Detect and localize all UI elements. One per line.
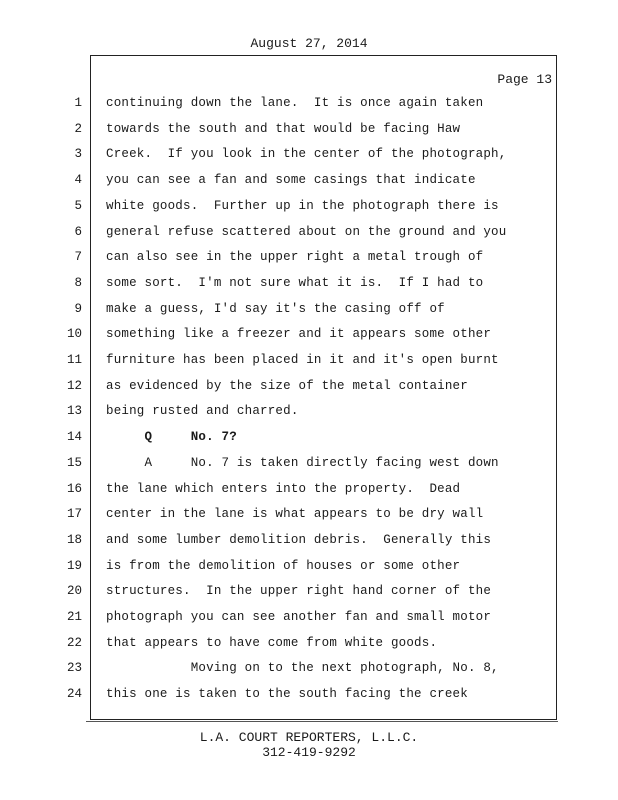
line-text: towards the south and that would be facing Haw (106, 122, 461, 136)
footer-company: L.A. COURT REPORTERS, L.L.C. (199, 730, 419, 745)
line-text: this one is taken to the south facing the creek (106, 687, 468, 701)
line-number: 14 (66, 430, 82, 444)
line-number: 5 (74, 199, 82, 213)
line-text: photograph you can see another fan and small motor (106, 610, 492, 624)
line-number: 6 (74, 225, 82, 239)
line-text: Q No. 7? (106, 430, 237, 444)
line-text: make a guess, I'd say it's the casing off of (106, 302, 445, 316)
line-text: continuing down the lane. It is once again taken (106, 96, 484, 110)
line-number: 8 (74, 276, 82, 290)
frame-bottom-rule (86, 721, 558, 722)
line-number: 19 (66, 559, 82, 573)
line-number: 9 (74, 302, 82, 316)
page-number: Page 13 (497, 72, 552, 87)
line-number: 24 (66, 687, 82, 701)
line-number: 13 (66, 404, 82, 418)
line-number: 2 (74, 122, 82, 136)
line-number: 3 (74, 147, 82, 161)
line-text: center in the lane is what appears to be dry wall (106, 507, 484, 521)
line-text: that appears to have come from white goods. (106, 636, 438, 650)
line-text: something like a freezer and it appears some other (106, 327, 492, 341)
line-number: 15 (66, 456, 82, 470)
line-number: 1 (74, 96, 82, 110)
line-text: as evidenced by the size of the metal container (106, 379, 468, 393)
line-text: being rusted and charred. (106, 404, 299, 418)
line-text: Creek. If you look in the center of the photograph, (106, 147, 507, 161)
line-text: can also see in the upper right a metal trough of (106, 250, 484, 264)
line-text: the lane which enters into the property. Dead (106, 482, 461, 496)
line-number: 22 (66, 636, 82, 650)
line-number: 23 (66, 661, 82, 675)
line-number: 20 (66, 584, 82, 598)
line-number: 7 (74, 250, 82, 264)
line-text: general refuse scattered about on the ground and you (106, 225, 507, 239)
line-number: 4 (74, 173, 82, 187)
line-number: 17 (66, 507, 82, 521)
line-text: furniture has been placed in it and it's open burnt (106, 353, 499, 367)
line-number: 11 (66, 353, 82, 367)
line-text: some sort. I'm not sure what it is. If I had to (106, 276, 484, 290)
footer-phone: 312-419-9292 (262, 745, 356, 760)
line-number: 21 (66, 610, 82, 624)
transcript-date: August 27, 2014 (250, 36, 368, 51)
line-number: 12 (66, 379, 82, 393)
line-text: A No. 7 is taken directly facing west down (106, 456, 499, 470)
line-text: white goods. Further up in the photograph there is (106, 199, 499, 213)
line-text: you can see a fan and some casings that indicate (106, 173, 476, 187)
line-number: 16 (66, 482, 82, 496)
line-text: and some lumber demolition debris. Generally this (106, 533, 492, 547)
line-number: 18 (66, 533, 82, 547)
line-number: 10 (66, 327, 82, 341)
line-text: structures. In the upper right hand corner of the (106, 584, 492, 598)
line-text: is from the demolition of houses or some other (106, 559, 461, 573)
line-text: Moving on to the next photograph, No. 8, (106, 661, 499, 675)
